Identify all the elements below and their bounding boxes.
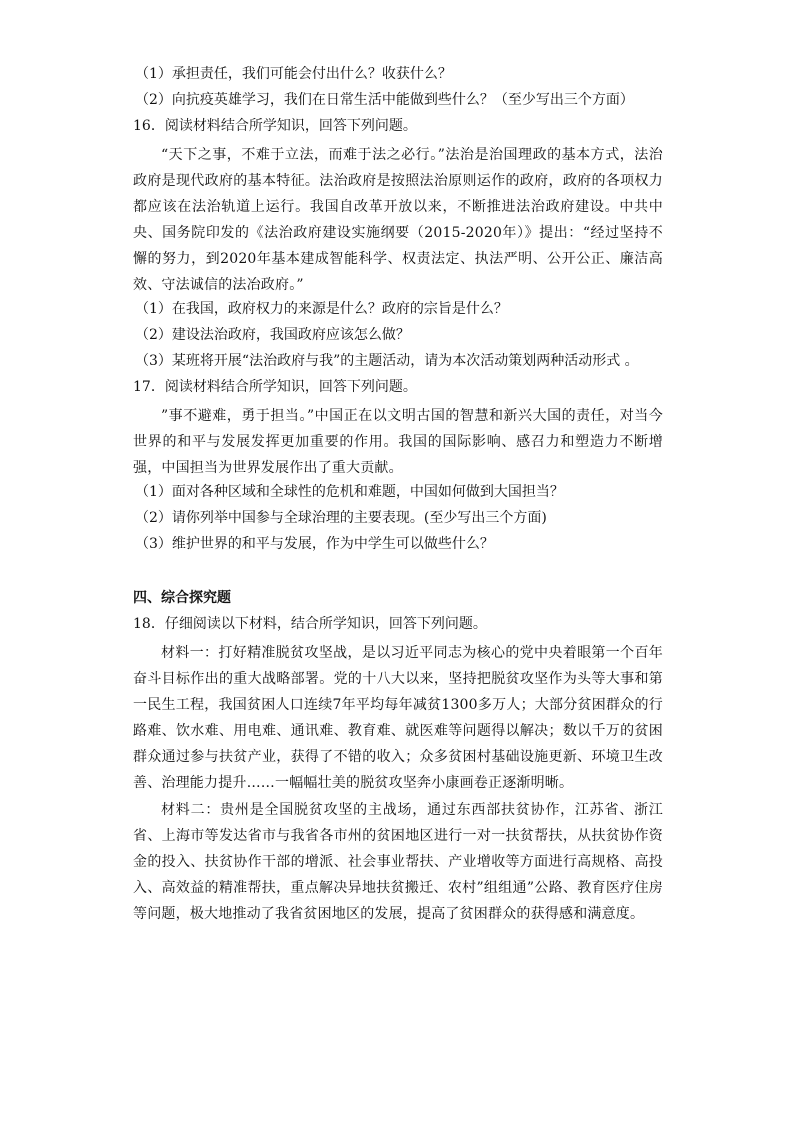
q17-sub-question-3: （3）维护世界的和平与发展，作为中学生可以做些什么？ xyxy=(135,536,494,552)
q16-heading: 16．阅读材料结合所学知识，回答下列问题。 xyxy=(133,118,417,134)
q16-material: “天下之事，不难于立法，而难于法之必行。”法治是治国理政的基本方式，法治政府是现代政府的基本特征。法治政府是按照法治原则运作的政府，政府的各项权力都应该在法治轨道上运行。我国自改革开放以来，不断推进法治政府建设。中共中央、国务院印发的《法治政府建设实施纲要（2015-2020年）》提出：“经过坚持不懈的努力，到2020年基本建成智能科学、权责法定、执法严明、公开公正、廉洁高效、守法诚信的法冶政府。” xyxy=(133,147,663,293)
document-content xyxy=(133,64,663,928)
q15-sub-question-1: （1）承担责任，我们可能会付出什么？收获什么？ xyxy=(135,66,452,82)
q17-material: ”事不避难，勇于担当。”中国正在以文明古国的智慧和新兴大国的责任，对当今世界的和平与发展发挥更加重要的作用。我国的国际影响、感召力和塑造力不断增强，中国担当为世界发展作出了重大贡献。 xyxy=(133,408,663,476)
q17-sub-question-2: （2）请你列举中国参与全球治理的主要表现。(至少写出三个方面) xyxy=(135,510,547,526)
q17-sub-question-1: （1）面对各种区域和全球性的危机和难题，中国如何做到大国担当？ xyxy=(135,484,564,500)
q16-sub-question-1: （1）在我国，政府权力的来源是什么？政府的宗旨是什么？ xyxy=(135,301,508,317)
q16-sub-question-3: （3）某班将开展“法治政府与我”的主题活动，请为本次活动策划两种活动形式 。 xyxy=(135,353,639,369)
q15-sub-question-2: （2）向抗疫英雄学习，我们在日常生活中能做到些什么？（至少写出三个方面） xyxy=(135,92,634,108)
q18-heading: 18．仔细阅读以下材料，结合所学知识，回答下列问题。 xyxy=(133,616,487,632)
q18-material-1: 材料一：打好精准脱贫攻坚战，是以习近平同志为核心的党中央着眼第一个百年奋斗目标作出的重大战略部署。党的十八大以来，坚持把脱贫攻坚作为头等大事和第一民生工程，我国贫困人口连续7年平均每年减贫1300多万人；大部分贫困群众的行路难、饮水难、用电难、通讯难、教育难、就医难等问题得以解决；数以千万的贫困群众通过参与扶贫产业，获得了不错的收入；众多贫困村基础设施更新、环境卫生改善、治理能力提升……一幅幅壮美的脱贫攻坚奔小康画卷正逐渐明晰。 xyxy=(133,645,663,791)
q18-material-2: 材料二：贵州是全国脱贫攻坚的主战场，通过东西部扶贫协作，江苏省、浙江省、上海市等发达省市与我省各市州的贫困地区进行一对一扶贫帮扶，从扶贫协作资金的投入、扶贫协作干部的增派、社会事业帮扶、产业增收等方面进行高规格、高投入、高效益的精准帮扶，重点解决异地扶贫搬迁、农村”组组通”公路、教育医疗住房等问题，极大地推动了我省贫困地区的发展，提高了贫困群众的获得感和满意度。 xyxy=(133,802,663,922)
q16-sub-question-2: （2）建设法治政府，我国政府应该怎么做？ xyxy=(135,327,410,343)
q17-heading: 17．阅读材料结合所学知识，回答下列问题。 xyxy=(133,379,417,395)
section-4-title: 四、综合探究题 xyxy=(133,590,231,606)
